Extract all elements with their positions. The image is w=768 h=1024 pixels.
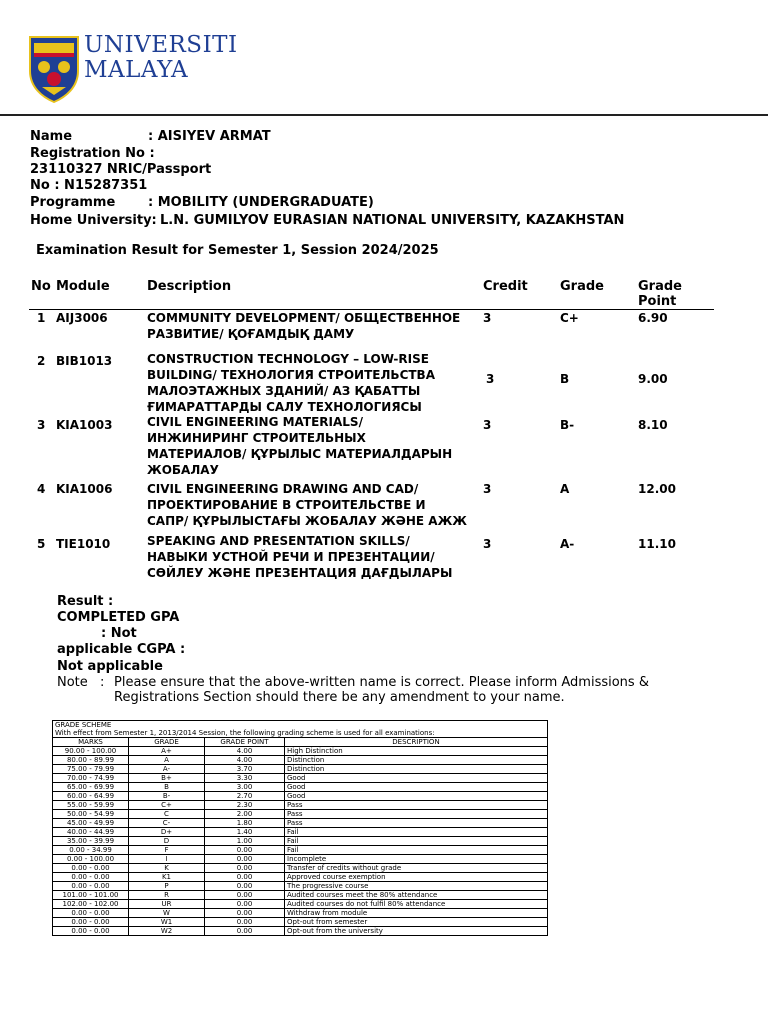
grade-scheme-grade: C-: [129, 819, 205, 828]
grade-scheme-grade: UR: [129, 900, 205, 909]
grade-scheme-point: 2.70: [205, 792, 285, 801]
grade-scheme-description: Pass: [285, 819, 548, 828]
grade-scheme-point: 0.00: [205, 864, 285, 873]
cgpa-label: applicable CGPA :: [57, 642, 186, 657]
grade-scheme-description: Audited courses do not fulfil 80% attendance: [285, 900, 548, 909]
grade-scheme-point: 1.80: [205, 819, 285, 828]
grade-scheme-point: 3.70: [205, 765, 285, 774]
grade-point-header-line2: Point: [638, 294, 677, 309]
grade-scheme-description: The progressive course: [285, 882, 548, 891]
result-row-no: 4: [37, 482, 46, 496]
result-row-point: 9.00: [638, 372, 668, 386]
grade-scheme-point: 3.30: [205, 774, 285, 783]
grade-scheme-point: 0.00: [205, 873, 285, 882]
col-header-module: Module: [56, 279, 110, 294]
grade-scheme-grade: W1: [129, 918, 205, 927]
grade-scheme-description: Good: [285, 774, 548, 783]
result-row-no: 1: [37, 311, 46, 325]
result-row-module: AIJ3006: [56, 311, 108, 325]
result-row-grade: A: [560, 482, 570, 496]
grade-scheme-row: [53, 756, 548, 765]
grade-scheme-marks: 0.00 - 0.00: [53, 864, 129, 873]
grade-scheme-marks: 0.00 - 0.00: [53, 909, 129, 918]
col-header-grade-point: [638, 279, 682, 309]
grade-scheme-header-row: [53, 738, 548, 747]
grade-scheme-point: 0.00: [205, 918, 285, 927]
grade-scheme-marks: 101.00 - 101.00: [53, 891, 129, 900]
university-logo: [28, 32, 238, 105]
grade-scheme-row: [53, 864, 548, 873]
grade-scheme-grade: B: [129, 783, 205, 792]
grade-scheme-marks: 45.00 - 49.99: [53, 819, 129, 828]
grade-scheme-description: Approved course exemption: [285, 873, 548, 882]
grade-scheme-point: 4.00: [205, 756, 285, 765]
grade-scheme-row: [53, 819, 548, 828]
grade-scheme-point: 0.00: [205, 855, 285, 864]
grade-point-header-line1: Grade: [638, 279, 682, 294]
result-row-grade: B-: [560, 418, 575, 432]
grade-scheme-title-row: [53, 721, 548, 730]
col-header-no: No: [31, 279, 51, 294]
result-row-credit: 3: [483, 482, 492, 496]
grade-scheme-grade: I: [129, 855, 205, 864]
grade-scheme-point: 0.00: [205, 927, 285, 936]
grade-scheme-marks: 0.00 - 0.00: [53, 873, 129, 882]
home-university-label: Home University:: [30, 213, 157, 228]
grade-scheme-description: Withdraw from module: [285, 909, 548, 918]
result-row-no: 2: [37, 354, 46, 368]
grade-scheme-point: 4.00: [205, 747, 285, 756]
grade-scheme-marks: 0.00 - 100.00: [53, 855, 129, 864]
note-line-1: Please ensure that the above-written name is correct. Please inform Admissions &: [114, 675, 649, 690]
result-label: Result :: [57, 594, 114, 609]
grade-scheme-description: Incomplete: [285, 855, 548, 864]
home-university-value: L.N. GUMILYOV EURASIAN NATIONAL UNIVERSITY, KAZAKHSTAN: [160, 213, 625, 228]
university-crest-icon: [28, 35, 80, 103]
grade-scheme-grade: K: [129, 864, 205, 873]
grade-scheme-row: [53, 846, 548, 855]
result-row-point: 8.10: [638, 418, 668, 432]
grade-scheme-description: Good: [285, 792, 548, 801]
grade-scheme-description: Pass: [285, 810, 548, 819]
note-colon: :: [100, 675, 105, 690]
grade-scheme-description: Fail: [285, 828, 548, 837]
grade-scheme-row: [53, 792, 548, 801]
grade-scheme-row: [53, 927, 548, 936]
grade-scheme-row: [53, 774, 548, 783]
grade-scheme-description: High Distinction: [285, 747, 548, 756]
grade-scheme-marks: 40.00 - 44.99: [53, 828, 129, 837]
grade-scheme-header-description: DESCRIPTION: [285, 738, 548, 747]
grade-scheme-point: 1.00: [205, 837, 285, 846]
grade-scheme-marks: 0.00 - 0.00: [53, 918, 129, 927]
grade-scheme-grade: A-: [129, 765, 205, 774]
grade-scheme-description: Good: [285, 783, 548, 792]
grade-scheme-marks: 80.00 - 89.99: [53, 756, 129, 765]
grade-scheme-description: Fail: [285, 846, 548, 855]
grade-scheme-marks: 0.00 - 0.00: [53, 927, 129, 936]
result-row-no: 3: [37, 418, 46, 432]
grade-scheme-row: [53, 855, 548, 864]
programme-value: : MOBILITY (UNDERGRADUATE): [148, 195, 374, 210]
grade-scheme-description: Distinction: [285, 756, 548, 765]
grade-scheme-marks: 70.00 - 74.99: [53, 774, 129, 783]
result-row-module: KIA1006: [56, 482, 113, 496]
registration-label: Registration No :: [30, 146, 155, 161]
grade-scheme-description: Audited courses meet the 80% attendance: [285, 891, 548, 900]
grade-scheme-grade: P: [129, 882, 205, 891]
grade-scheme-point: 0.00: [205, 909, 285, 918]
name-value: : AISIYEV ARMAT: [148, 129, 271, 144]
grade-scheme-grade: A+: [129, 747, 205, 756]
result-row-module: BIB1013: [56, 354, 113, 368]
grade-scheme-point: 3.00: [205, 783, 285, 792]
grade-scheme-row: [53, 900, 548, 909]
grade-scheme-description: Transfer of credits without grade: [285, 864, 548, 873]
logo-line-1: UNIVERSITI: [84, 32, 238, 58]
result-row-credit: 3: [483, 537, 492, 551]
result-row-no: 5: [37, 537, 46, 551]
grade-scheme-row: [53, 801, 548, 810]
result-row-point: 6.90: [638, 311, 668, 325]
grade-scheme-point: 1.40: [205, 828, 285, 837]
result-row-credit: 3: [483, 311, 492, 325]
grade-scheme-row: [53, 747, 548, 756]
grade-scheme-marks: 50.00 - 54.99: [53, 810, 129, 819]
result-row-grade: C+: [560, 311, 579, 325]
grade-scheme-point: 0.00: [205, 846, 285, 855]
grade-scheme-row: [53, 873, 548, 882]
grade-scheme-subtitle-row: [53, 729, 548, 738]
grade-scheme-row: [53, 882, 548, 891]
note-line-2: Registrations Section should there be any amendment to your name.: [114, 690, 565, 705]
grade-scheme-row: [53, 765, 548, 774]
result-row-credit: 3: [483, 418, 492, 432]
col-header-grade: Grade: [560, 279, 604, 294]
grade-scheme-grade: C: [129, 810, 205, 819]
grade-scheme-marks: 0.00 - 0.00: [53, 882, 129, 891]
grade-scheme-subtitle: With effect from Semester 1, 2013/2014 Session, the following grading scheme is used for all examinations:: [53, 729, 548, 738]
grade-scheme-grade: F: [129, 846, 205, 855]
grade-scheme-point: 0.00: [205, 900, 285, 909]
grade-scheme-description: Distinction: [285, 765, 548, 774]
grade-scheme-row: [53, 783, 548, 792]
note-label: Note: [57, 675, 88, 690]
grade-scheme-row: [53, 891, 548, 900]
result-row-description: SPEAKING AND PRESENTATION SKILLS/ НАВЫКИ УСТНОЙ РЕЧИ И ПРЕЗЕНТАЦИИ/ СӨЙЛЕУ ЖӘНЕ ПРЕЗЕНТАЦИЯ ДАҒДЫЛАРЫ: [147, 534, 453, 580]
grade-scheme-header-point: GRADE POINT: [205, 738, 285, 747]
col-header-description: Description: [147, 279, 232, 294]
grade-scheme-description: Pass: [285, 801, 548, 810]
grade-scheme-header-grade: GRADE: [129, 738, 205, 747]
grade-scheme-point: 2.30: [205, 801, 285, 810]
grade-scheme-grade: B+: [129, 774, 205, 783]
grade-scheme-marks: 60.00 - 64.99: [53, 792, 129, 801]
grade-scheme-grade: D: [129, 837, 205, 846]
grade-scheme-header-marks: MARKS: [53, 738, 129, 747]
col-header-credit: Credit: [483, 279, 528, 294]
grade-scheme-grade: R: [129, 891, 205, 900]
grade-scheme-marks: 0.00 - 34.99: [53, 846, 129, 855]
result-row-description: COMMUNITY DEVELOPMENT/ ОБЩЕСТВЕННОЕ РАЗВИТИЕ/ ҚОҒАМДЫҚ ДАМУ: [147, 311, 461, 341]
grade-scheme-grade: K1: [129, 873, 205, 882]
grade-scheme-grade: C+: [129, 801, 205, 810]
grade-scheme-row: [53, 810, 548, 819]
grade-scheme-marks: 65.00 - 69.99: [53, 783, 129, 792]
grade-scheme-description: Fail: [285, 837, 548, 846]
programme-label: Programme: [30, 195, 116, 210]
logo-line-2: MALAYA: [84, 57, 189, 83]
grade-scheme-grade: W: [129, 909, 205, 918]
result-row-module: TIE1010: [56, 537, 111, 551]
grade-scheme-row: [53, 828, 548, 837]
result-row-description: CIVIL ENGINEERING DRAWING AND CAD/ ПРОЕКТИРОВАНИЕ В СТРОИТЕЛЬСТВЕ И САПР/ ҚҰРЫЛЫСТАҒЫ ЖОБАЛАУ ЖӘНЕ АЖЖ: [147, 482, 467, 528]
grade-scheme-grade: D+: [129, 828, 205, 837]
gpa-label: COMPLETED GPA: [57, 610, 180, 625]
registration-value: 23110327 NRIC/Passport: [30, 162, 212, 177]
university-name: [84, 33, 238, 83]
gpa-value: : Not: [101, 626, 137, 641]
grade-scheme-marks: 35.00 - 39.99: [53, 837, 129, 846]
grade-scheme-description: Opt-out from the university: [285, 927, 548, 936]
cgpa-value: Not applicable: [57, 659, 163, 674]
grade-scheme-description: Opt-out from semester: [285, 918, 548, 927]
result-row-point: 12.00: [638, 482, 676, 496]
passport-value: No : N15287351: [30, 178, 148, 193]
result-row-description: CIVIL ENGINEERING MATERIALS/ ИНЖИНИРИНГ СТРОИТЕЛЬНЫХ МАТЕРИАЛОВ/ ҚҰРЫЛЫС МАТЕРИАЛДАРЫН ЖОБАЛАУ: [147, 415, 453, 477]
grade-scheme-marks: 90.00 - 100.00: [53, 747, 129, 756]
grade-scheme-grade: B-: [129, 792, 205, 801]
grade-scheme-marks: 102.00 - 102.00: [53, 900, 129, 909]
result-row-credit: 3: [486, 372, 495, 386]
grade-scheme-point: 0.00: [205, 882, 285, 891]
result-row-grade: A-: [560, 537, 575, 551]
grade-scheme-row: [53, 909, 548, 918]
grade-scheme-marks: 55.00 - 59.99: [53, 801, 129, 810]
grade-scheme-table: [52, 720, 548, 936]
grade-scheme-row: [53, 837, 548, 846]
grade-scheme-point: 0.00: [205, 891, 285, 900]
result-row-point: 11.10: [638, 537, 676, 551]
result-row-grade: B: [560, 372, 570, 386]
grade-scheme-title: GRADE SCHEME: [53, 721, 548, 730]
grade-scheme-grade: W2: [129, 927, 205, 936]
grade-scheme-marks: 75.00 - 79.99: [53, 765, 129, 774]
grade-scheme-row: [53, 918, 548, 927]
name-label: Name: [30, 129, 73, 144]
header-divider: [0, 114, 768, 116]
grade-scheme-grade: A: [129, 756, 205, 765]
result-row-module: KIA1003: [56, 418, 113, 432]
result-row-description: CONSTRUCTION TECHNOLOGY – LOW-RISE BUILDING/ ТЕХНОЛОГИЯ СТРОИТЕЛЬСТВА МАЛОЭТАЖНЫХ ЗДАНИЙ/ АЗ ҚАБАТТЫ ҒИМАРАТТАРДЫ САЛУ ТЕХНОЛОГИЯСЫ: [147, 352, 435, 414]
grade-scheme-point: 2.00: [205, 810, 285, 819]
semester-title: Examination Result for Semester 1, Session 2024/2025: [36, 243, 439, 258]
